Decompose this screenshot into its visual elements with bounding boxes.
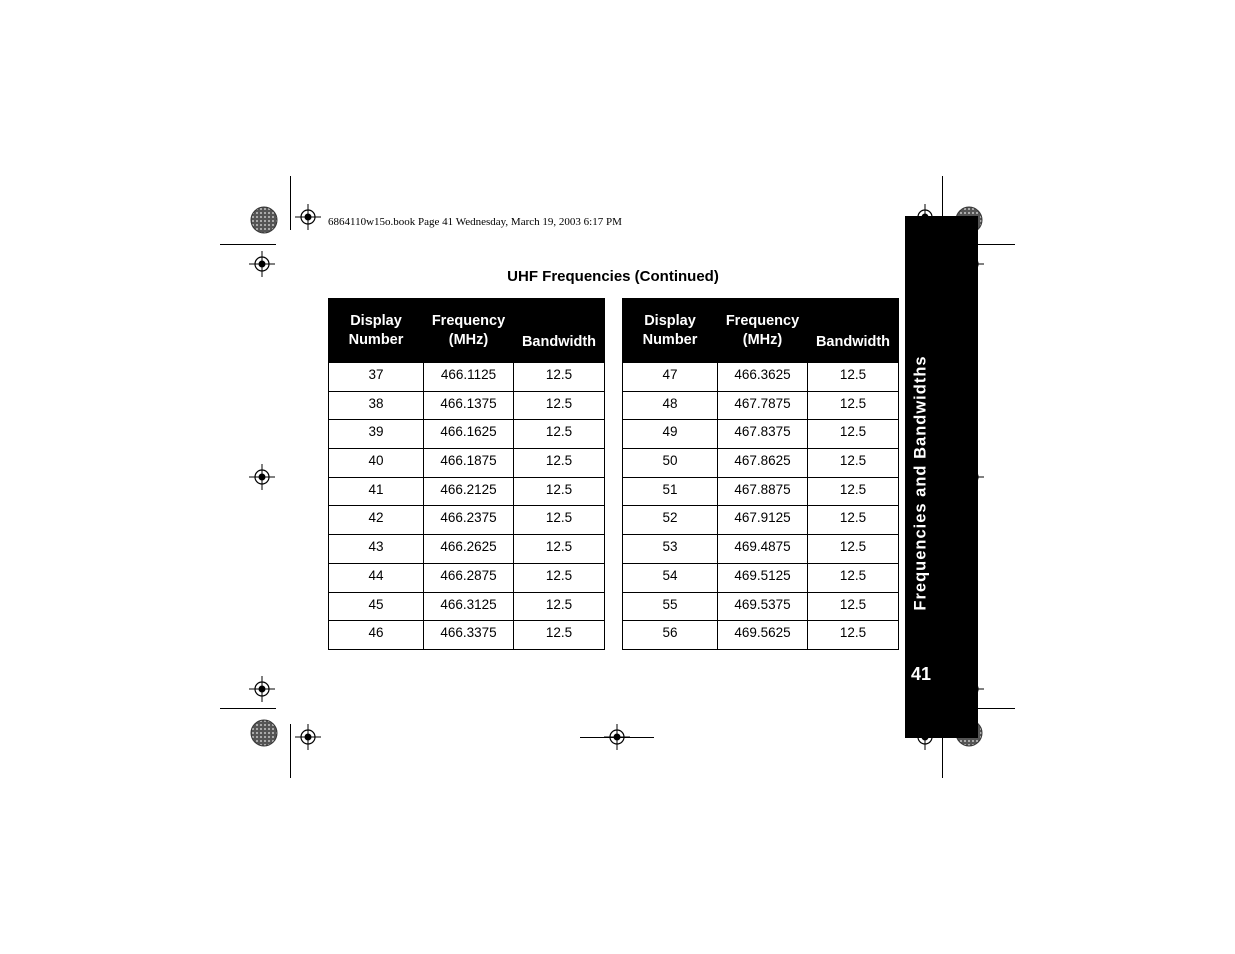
frequency-cell: 466.3625 — [718, 363, 808, 392]
header-frequency: Frequency (MHz) — [718, 299, 808, 363]
display-number-cell: 49 — [623, 420, 718, 449]
table-row — [623, 563, 899, 592]
bandwidth-cell: 12.5 — [514, 592, 605, 621]
frequency-table-right — [622, 298, 899, 650]
bandwidth-cell: 12.5 — [808, 420, 899, 449]
table-row — [623, 363, 899, 392]
display-number-cell: 47 — [623, 363, 718, 392]
bandwidth-cell: 12.5 — [808, 363, 899, 392]
frequency-cell: 466.3375 — [424, 621, 514, 650]
frequency-cell: 466.2875 — [424, 563, 514, 592]
page-title: UHF Frequencies (Continued) — [507, 268, 719, 285]
header-frequency: Frequency (MHz) — [424, 299, 514, 363]
table-row — [329, 363, 605, 392]
table-row — [623, 391, 899, 420]
display-number-cell: 44 — [329, 563, 424, 592]
bandwidth-cell: 12.5 — [514, 506, 605, 535]
frequency-cell: 467.8625 — [718, 449, 808, 478]
bandwidth-cell: 12.5 — [514, 449, 605, 478]
frequency-cell: 466.1125 — [424, 363, 514, 392]
side-tab-section-title: Frequencies and Bandwidths — [911, 355, 930, 611]
frequency-cell: 469.5625 — [718, 621, 808, 650]
frequency-cell: 466.3125 — [424, 592, 514, 621]
bandwidth-cell: 12.5 — [514, 621, 605, 650]
table-row — [623, 535, 899, 564]
table-row — [329, 592, 605, 621]
header-bandwidth: Bandwidth — [514, 299, 605, 363]
display-number-cell: 43 — [329, 535, 424, 564]
bandwidth-cell: 12.5 — [808, 391, 899, 420]
frequency-cell: 466.1375 — [424, 391, 514, 420]
display-number-cell: 42 — [329, 506, 424, 535]
bandwidth-cell: 12.5 — [514, 391, 605, 420]
display-number-cell: 48 — [623, 391, 718, 420]
table-row — [623, 477, 899, 506]
frequency-cell: 466.1875 — [424, 449, 514, 478]
frequency-cell: 466.2375 — [424, 506, 514, 535]
table-row — [623, 420, 899, 449]
bandwidth-cell: 12.5 — [514, 477, 605, 506]
frequency-cell: 466.2125 — [424, 477, 514, 506]
display-number-cell: 51 — [623, 477, 718, 506]
frequency-cell: 467.7875 — [718, 391, 808, 420]
frequency-table-left — [328, 298, 605, 650]
display-number-cell: 46 — [329, 621, 424, 650]
bandwidth-cell: 12.5 — [808, 592, 899, 621]
table-row — [623, 621, 899, 650]
display-number-cell: 50 — [623, 449, 718, 478]
display-number-cell: 37 — [329, 363, 424, 392]
display-number-cell: 45 — [329, 592, 424, 621]
bandwidth-cell: 12.5 — [808, 449, 899, 478]
bandwidth-cell: 12.5 — [514, 535, 605, 564]
header-bandwidth: Bandwidth — [808, 299, 899, 363]
frequency-cell: 466.2625 — [424, 535, 514, 564]
table-row — [329, 535, 605, 564]
display-number-cell: 55 — [623, 592, 718, 621]
header-display-number: Display Number — [623, 299, 718, 363]
bandwidth-cell: 12.5 — [514, 420, 605, 449]
table-header-row — [623, 299, 899, 363]
table-row — [329, 477, 605, 506]
bandwidth-cell: 12.5 — [514, 563, 605, 592]
table-row — [329, 391, 605, 420]
table-row — [329, 449, 605, 478]
table-row — [623, 449, 899, 478]
table-header-row — [329, 299, 605, 363]
frequency-cell: 467.8875 — [718, 477, 808, 506]
table-row — [623, 506, 899, 535]
bandwidth-cell: 12.5 — [514, 363, 605, 392]
frequency-cell: 466.1625 — [424, 420, 514, 449]
display-number-cell: 52 — [623, 506, 718, 535]
page-number: 41 — [911, 664, 932, 684]
display-number-cell: 56 — [623, 621, 718, 650]
bandwidth-cell: 12.5 — [808, 506, 899, 535]
table-row — [329, 420, 605, 449]
print-header-line: 6864110w15o.book Page 41 Wednesday, March 19, 2003 6:17 PM — [328, 216, 622, 228]
bandwidth-cell: 12.5 — [808, 477, 899, 506]
header-display-number: Display Number — [329, 299, 424, 363]
table-row — [329, 563, 605, 592]
frequency-cell: 467.8375 — [718, 420, 808, 449]
display-number-cell: 40 — [329, 449, 424, 478]
display-number-cell: 54 — [623, 563, 718, 592]
table-row — [623, 592, 899, 621]
frequency-cell: 469.4875 — [718, 535, 808, 564]
frequency-cell: 467.9125 — [718, 506, 808, 535]
frequency-cell: 469.5125 — [718, 563, 808, 592]
display-number-cell: 39 — [329, 420, 424, 449]
bandwidth-cell: 12.5 — [808, 621, 899, 650]
bandwidth-cell: 12.5 — [808, 563, 899, 592]
display-number-cell: 38 — [329, 391, 424, 420]
frequency-cell: 469.5375 — [718, 592, 808, 621]
bandwidth-cell: 12.5 — [808, 535, 899, 564]
display-number-cell: 41 — [329, 477, 424, 506]
table-row — [329, 506, 605, 535]
display-number-cell: 53 — [623, 535, 718, 564]
table-row — [329, 621, 605, 650]
